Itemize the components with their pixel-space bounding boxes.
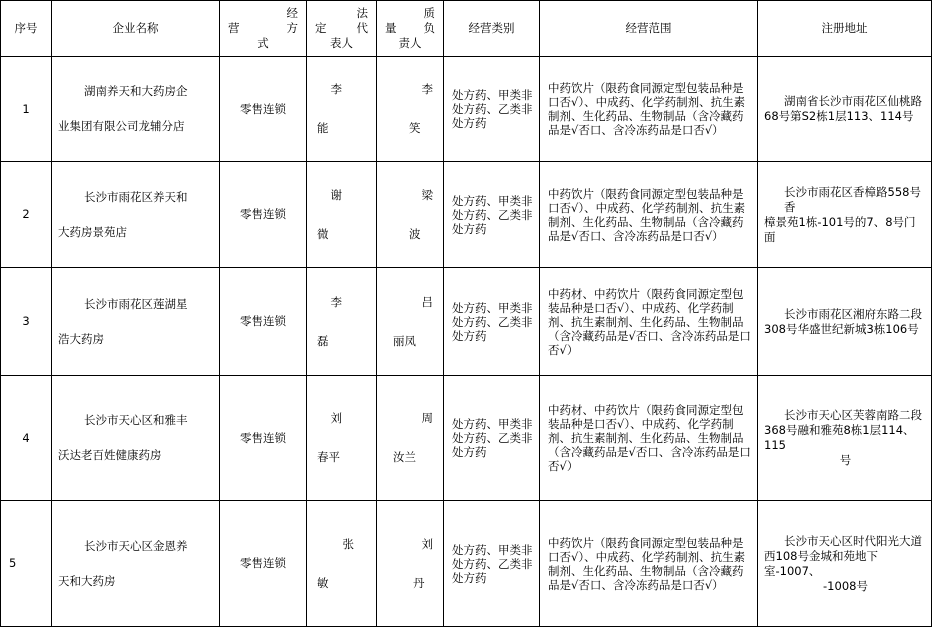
cell-address: 湖南省长沙市雨花区仙桃路 68号第S2栋1层113、114号 (758, 57, 932, 162)
cell-category: 处方药、甲类非处方药、乙类非处方药 (444, 376, 540, 501)
cell-name: 长沙市天心区金恩养 天和大药房 (52, 501, 220, 627)
header-name: 企业名称 (52, 1, 220, 57)
cell-mode: 零售连锁 (220, 57, 307, 162)
cell-address: 长沙市天心区时代阳光大道 西108号金城和苑地下室-1007、 -1008号 (758, 501, 932, 627)
cell-quality: 梁 波 (377, 162, 444, 268)
cell-name: 湖南养天和大药房企 业集团有限公司龙辅分店 (52, 57, 220, 162)
cell-legal: 张 敏 (307, 501, 377, 627)
cell-scope: 中药饮片（限药食同源定型包装品种是口否√）、中成药、化学药制剂、抗生素制剂、生化药品、生物制品（含冷藏药品是√否口、含冷冻药品是口否√） (540, 57, 758, 162)
header-legal: 法 定 代 表人 (307, 1, 377, 57)
cell-address: 长沙市天心区芙蓉南路二段 368号融和雅苑8栋1层114、115 号 (758, 376, 932, 501)
cell-category: 处方药、甲类非处方药、乙类非处方药 (444, 268, 540, 376)
cell-mode: 零售连锁 (220, 376, 307, 501)
header-scope: 经营范围 (540, 1, 758, 57)
cell-legal: 谢 微 (307, 162, 377, 268)
cell-address: 长沙市雨花区香樟路558号香 樟景苑1栋-101号的7、8号门面 (758, 162, 932, 268)
header-seq: 序号 (1, 1, 52, 57)
table-row (1, 268, 932, 376)
cell-quality: 吕 丽凤 (377, 268, 444, 376)
cell-name: 长沙市天心区和雅丰 沃达老百姓健康药房 (52, 376, 220, 501)
cell-category: 处方药、甲类非处方药、乙类非处方药 (444, 501, 540, 627)
cell-scope: 中药材、中药饮片（限药食同源定型包装品种是口否√）、中成药、化学药制剂、抗生素制剂、生化药品、生物制品（含冷藏药品是√否口、含冷冻药品是口否√） (540, 268, 758, 376)
table-row (1, 162, 932, 268)
cell-quality: 李 笑 (377, 57, 444, 162)
cell-seq: 5 (1, 501, 52, 627)
cell-legal: 李 磊 (307, 268, 377, 376)
cell-scope: 中药材、中药饮片（限药食同源定型包装品种是口否√）、中成药、化学药制剂、抗生素制剂、生化药品、生物制品（含冷藏药品是√否口、含冷冻药品是口否√） (540, 376, 758, 501)
header-row (1, 1, 932, 57)
cell-category: 处方药、甲类非处方药、乙类非处方药 (444, 57, 540, 162)
cell-mode: 零售连锁 (220, 268, 307, 376)
cell-seq: 1 (1, 57, 52, 162)
cell-scope: 中药饮片（限药食同源定型包装品种是口否√）、中成药、化学药制剂、抗生素制剂、生化药品、生物制品（含冷藏药品是√否口、含冷冻药品是口否√） (540, 501, 758, 627)
cell-mode: 零售连锁 (220, 162, 307, 268)
header-category: 经营类别 (444, 1, 540, 57)
header-quality: 质 量 负 责人 (377, 1, 444, 57)
cell-mode: 零售连锁 (220, 501, 307, 627)
cell-seq: 2 (1, 162, 52, 268)
header-address: 注册地址 (758, 1, 932, 57)
cell-quality: 周 汝兰 (377, 376, 444, 501)
cell-scope: 中药饮片（限药食同源定型包装品种是口否√）、中成药、化学药制剂、抗生素制剂、生化药品、生物制品（含冷藏药品是√否口、含冷冻药品是口否√） (540, 162, 758, 268)
cell-address: 长沙市雨花区湘府东路二段 308号华盛世纪新城3栋106号 (758, 268, 932, 376)
table-row (1, 57, 932, 162)
table-row (1, 376, 932, 501)
cell-legal: 李 能 (307, 57, 377, 162)
cell-seq: 4 (1, 376, 52, 501)
cell-category: 处方药、甲类非处方药、乙类非处方药 (444, 162, 540, 268)
cell-seq: 3 (1, 268, 52, 376)
cell-legal: 刘 春平 (307, 376, 377, 501)
table-row (1, 501, 932, 627)
cell-name: 长沙市雨花区莲湖星 浩大药房 (52, 268, 220, 376)
cell-name: 长沙市雨花区养天和 大药房景苑店 (52, 162, 220, 268)
header-mode: 经 营 方 式 (220, 1, 307, 57)
cell-quality: 刘 丹 (377, 501, 444, 627)
